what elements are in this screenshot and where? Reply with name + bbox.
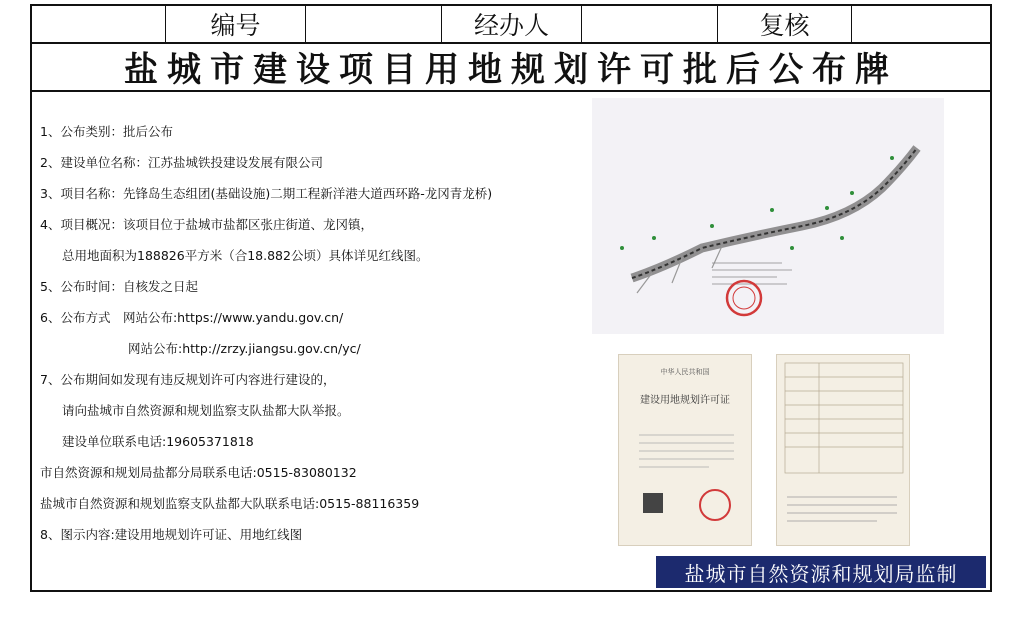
header-cell-handler-value xyxy=(582,6,718,42)
header-cell-handler: 经办人 xyxy=(442,6,582,42)
certificate-body xyxy=(619,395,753,545)
header-cell-number-value xyxy=(306,6,442,42)
item-supervision-phone: 盐城市自然资源和规划监察支队盐都大队联系电话:0515-88116359 xyxy=(40,496,420,511)
header-row xyxy=(32,6,990,44)
certificate-seal-icon xyxy=(700,490,730,520)
certificate-details-table xyxy=(777,355,911,545)
item-method: 6、公布方式 网站公布:https://www.yandu.gov.cn/ xyxy=(40,310,344,325)
permit-certificate-details xyxy=(776,354,910,546)
announcement-board xyxy=(30,4,992,592)
header-cell-blank-1 xyxy=(32,6,166,42)
red-line-map-drawing xyxy=(592,98,944,334)
item-category: 1、公布类别：批后公布 xyxy=(40,124,173,139)
certificate-name: 建设用地规划许可证 xyxy=(640,395,730,406)
item-overview-area: 总用地面积为188826平方米（合18.882公顷）具体详见红线图。 xyxy=(62,248,429,263)
item-report-contact: 请向盐城市自然资源和规划监察支队盐都大队举报。 xyxy=(62,403,350,418)
item-report: 7、公布期间如发现有违反规划许可内容进行建设的， xyxy=(40,372,336,387)
item-unit-phone: 建设单位联系电话:19605371818 xyxy=(62,434,254,449)
header-cell-review-value xyxy=(852,6,990,42)
certificate-country: 中华人民共和国 xyxy=(660,368,710,376)
item-overview: 4、项目概况：该项目位于盐城市盐都区张庄街道、龙冈镇， xyxy=(40,217,373,232)
header-cell-number: 编号 xyxy=(166,6,306,42)
item-project-name: 3、项目名称：先锋岛生态组团(基础设施)二期工程新洋港大道西环路-龙冈青龙桥) xyxy=(40,186,493,201)
seal-stamp-icon xyxy=(727,281,761,315)
permit-certificate-cover xyxy=(618,354,752,546)
item-bureau-phone: 市自然资源和规划局盐都分局联系电话:0515-83080132 xyxy=(40,465,357,480)
header-cell-review: 复核 xyxy=(718,6,852,42)
item-method-site-2: 网站公布:http://zrzy.jiangsu.gov.cn/yc/ xyxy=(128,341,361,356)
item-time: 5、公布时间：自核发之日起 xyxy=(40,279,198,294)
item-unit: 2、建设单位名称：江苏盐城铁投建设发展有限公司 xyxy=(40,155,323,170)
qr-code-icon xyxy=(643,493,663,513)
item-diagram-content: 8、图示内容:建设用地规划许可证、用地红线图 xyxy=(40,527,303,542)
page-title: 盐城市建设项目用地规划许可批后公布牌 xyxy=(32,42,990,92)
red-line-map-image xyxy=(592,98,944,334)
supervision-banner: 盐城市自然资源和规划局监制 xyxy=(656,556,986,588)
